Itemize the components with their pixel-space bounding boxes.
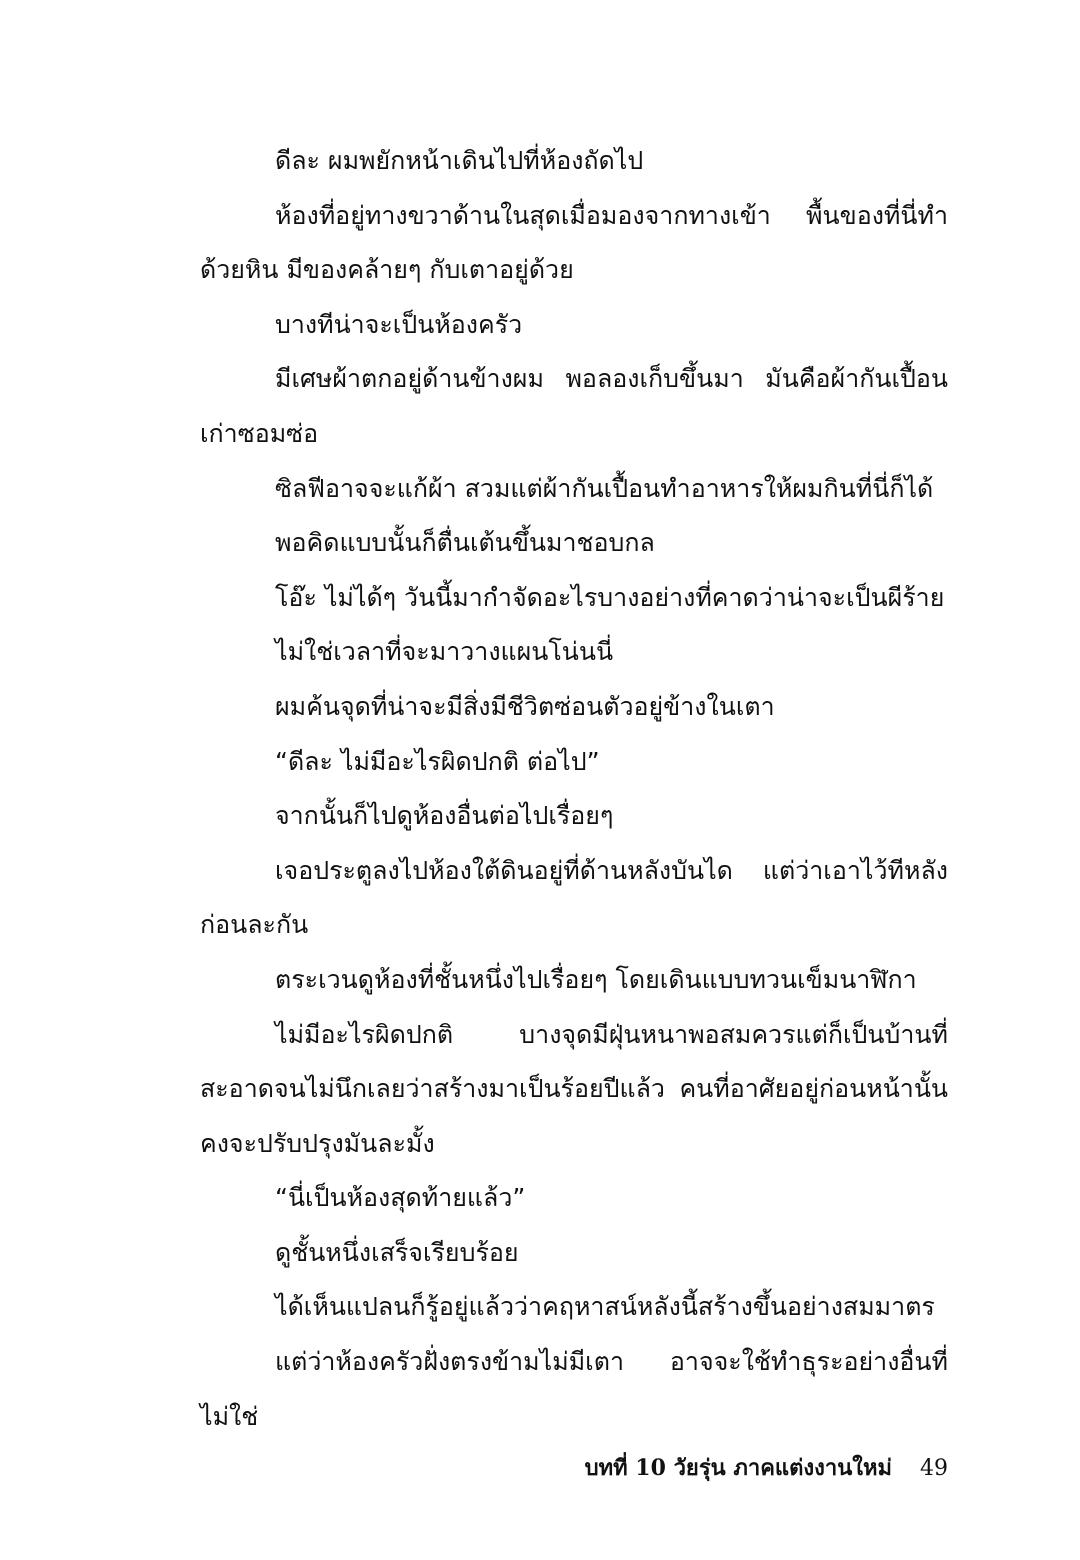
paragraph: แต่ว่าห้องครัวฝั่งตรงข้ามไม่มีเตา อาจจะใช้ทำธุระอย่างอื่นที่ไม่ใช่ — [200, 1347, 948, 1431]
paragraph: บางทีน่าจะเป็นห้องครัว — [275, 309, 523, 339]
dialogue-line: “นี่เป็นห้องสุดท้ายแล้ว” — [275, 1183, 526, 1213]
page-footer — [585, 1450, 948, 1485]
paragraph: มีเศษผ้าตกอยู่ด้านข้างผม พอลองเก็บขึ้นมา มันคือผ้ากันเปื้อนเก่าซอมซ่อ — [200, 364, 948, 448]
paragraph: ดูชั้นหนึ่งเสร็จเรียบร้อย — [275, 1237, 519, 1267]
paragraph: จากนั้นก็ไปดูห้องอื่นต่อไปเรื่อยๆ — [275, 801, 614, 831]
paragraph: ได้เห็นแปลนก็รู้อยู่แล้วว่าคฤหาสน์หลังนี้สร้างขึ้นอย่างสมมาตร — [275, 1292, 935, 1322]
paragraph: ห้องที่อยู่ทางขวาด้านในสุดเมื่อมองจากทางเข้า พื้นของที่นี่ทำด้วยหิน มีของคล้ายๆ กับเตาอยู่ด้วย — [200, 200, 948, 285]
paragraph: เจอประตูลงไปห้องใต้ดินอยู่ที่ด้านหลังบันได แต่ว่าเอาไว้ทีหลังก่อนละกัน — [200, 855, 948, 940]
paragraph: ซิลฟีอาจจะแก้ผ้า สวมแต่ผ้ากันเปื้อนทำอาหารให้ผมกินที่นี่ก็ได้ — [275, 473, 934, 503]
paragraph: ผมค้นจุดที่น่าจะมีสิ่งมีชีวิตซ่อนตัวอยู่ข้างในเตา — [275, 691, 775, 721]
chapter-title: บทที่ 10 วัยรุ่น ภาคแต่งงานใหม่ — [584, 1455, 892, 1481]
paragraph: พอคิดแบบนั้นก็ตื่นเต้นขึ้นมาชอบกล — [275, 528, 655, 558]
paragraph: โอ๊ะ ไม่ได้ๆ วันนี้มากำจัดอะไรบางอย่างที่คาดว่าน่าจะเป็นผีร้าย — [275, 582, 945, 612]
dialogue-line: “ดีละ ไม่มีอะไรผิดปกติ ต่อไป” — [275, 746, 600, 776]
paragraph: ไม่ใช่เวลาที่จะมาวางแผนโน่นนี่ — [275, 637, 614, 667]
paragraph: ดีละ ผมพยักหน้าเดินไปที่ห้องถัดไป — [275, 146, 644, 175]
body-text — [200, 134, 948, 1444]
paragraph: ไม่มีอะไรผิดปกติ บางจุดมีฝุ่นหนาพอสมควรแต่ก็เป็นบ้านที่สะอาดจนไม่นึกเลยว่าสร้างมาเป็นร้อยปีแล้ว คนที่อาศัยอยู่ก่อนหน้านั้นคงจะปรับปรุงมันละมั้ง — [200, 1019, 948, 1158]
page-number: 49 — [920, 1456, 948, 1481]
paragraph: ตระเวนดูห้องที่ชั้นหนึ่งไปเรื่อยๆ โดยเดินแบบทวนเข็มนาฬิกา — [275, 964, 917, 994]
